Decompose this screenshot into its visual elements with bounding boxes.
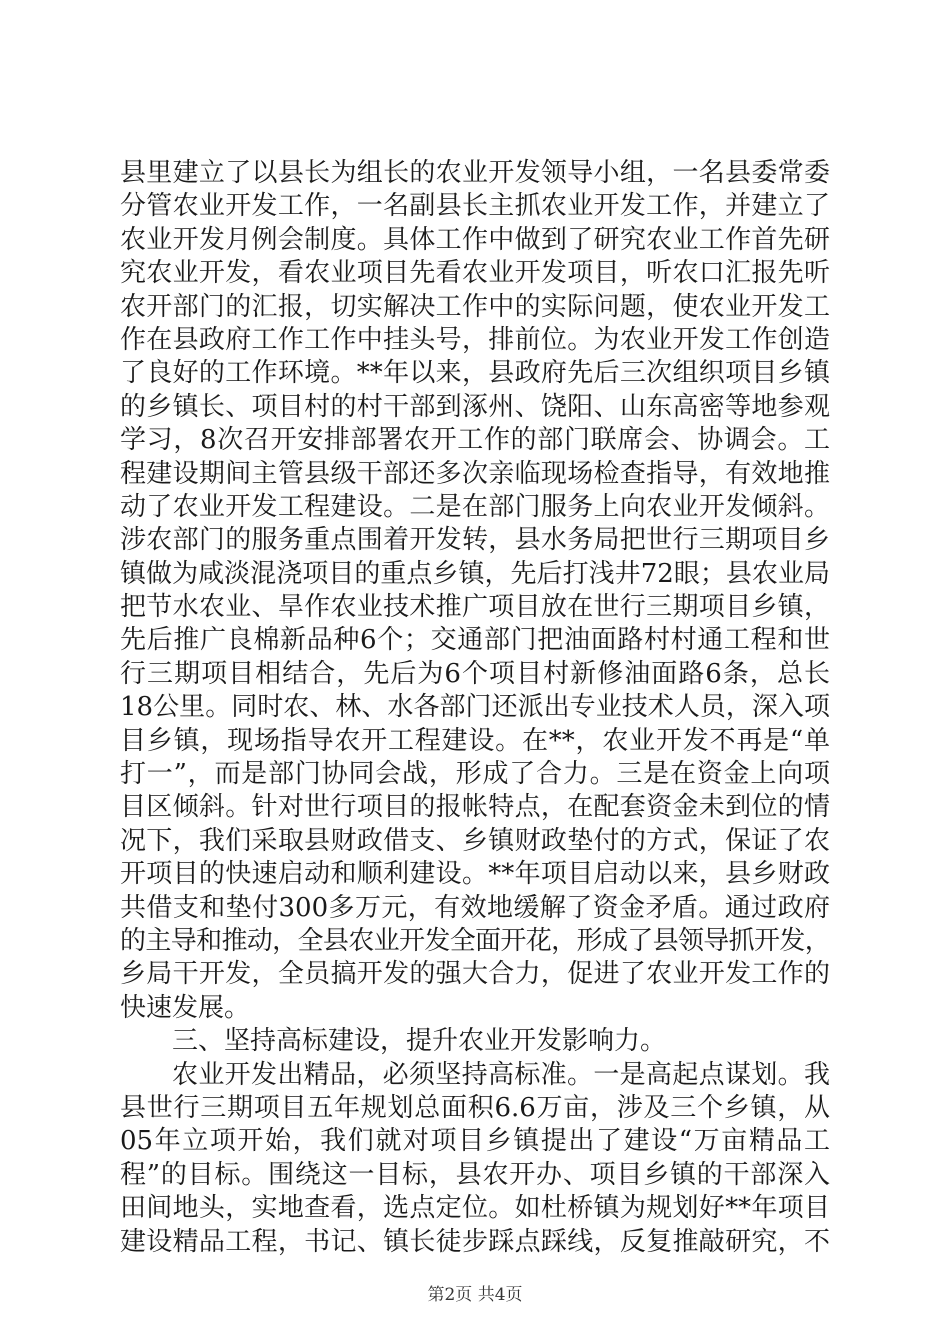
text-line: 究农业开发，看农业项目先看农业开发项目，听农口汇报先听 [120,258,830,289]
text-line: 了良好的工作环境。**年以来，县政府先后三次组织项目乡镇 [120,358,830,389]
text-line: 建设精品工程，书记、镇长徒步踩点踩线，反复推敲研究，不 [120,1226,830,1257]
text-line: 打一”，而是部门协同会战，形成了合力。三是在资金上向项 [120,759,830,790]
text-line: 乡局干开发，全员搞开发的强大合力，促进了农业开发工作的 [120,959,830,990]
text-line: 18公里。同时农、林、水各部门还派出专业技术人员，深入项 [120,692,830,723]
text-line: 共借支和垫付300多万元，有效地缓解了资金矛盾。通过政府 [120,892,830,923]
text-line: 行三期项目相结合，先后为6个项目村新修油面路6条，总长 [120,658,830,689]
text-line: 开项目的快速启动和顺利建设。**年项目启动以来，县乡财政 [120,859,830,890]
text-line: 先后推广良棉新品种6个；交通部门把油面路村村通工程和世 [120,625,830,656]
text-line: 田间地头，实地查看，选点定位。如杜桥镇为规划好**年项目 [120,1193,830,1224]
text-line: 涉农部门的服务重点围着开发转，县水务局把世行三期项目乡 [120,525,830,556]
text-line: 况下，我们采取县财政借支、乡镇财政垫付的方式，保证了农 [120,825,830,856]
text-line: 学习，8次召开安排部署农开工作的部门联席会、协调会。工 [120,425,830,456]
text-line: 分管农业开发工作，一名副县长主抓农业开发工作，并建立了 [120,191,830,222]
text-line: 05年立项开始，我们就对项目乡镇提出了建设“万亩精品工 [120,1126,830,1157]
text-line: 的主导和推动，全县农业开发全面开花，形成了县领导抓开发， [120,925,830,956]
text-line: 三、坚持高标建设，提升农业开发影响力。 [172,1026,667,1057]
text-line: 农开部门的汇报，切实解决工作中的实际问题，使农业开发工 [120,291,830,322]
page-footer: 第2页 共4页 [427,1285,523,1305]
text-line: 目乡镇，现场指导农开工程建设。在**，农业开发不再是“单 [120,725,830,756]
text-line: 程建设期间主管县级干部还多次亲临现场检查指导，有效地推 [120,458,830,489]
text-line: 的乡镇长、项目村的村干部到涿州、饶阳、山东高密等地参观 [120,391,830,422]
text-line: 目区倾斜。针对世行项目的报帐特点，在配套资金未到位的情 [120,792,830,823]
text-line: 快速发展。 [120,992,251,1023]
document-body [120,157,830,1259]
text-line: 作在县政府工作工作中挂头号，排前位。为农业开发工作创造 [120,324,830,355]
text-line: 程”的目标。围绕这一目标，县农开办、项目乡镇的干部深入 [120,1159,830,1190]
text-line: 农业开发出精品，必须坚持高标准。一是高起点谋划。我 [172,1059,830,1090]
text-line: 县世行三期项目五年规划总面积6.6万亩，涉及三个乡镇，从 [120,1092,830,1123]
text-line: 县里建立了以县长为组长的农业开发领导小组，一名县委常委 [120,158,830,188]
text-line: 农业开发月例会制度。具体工作中做到了研究农业工作首先研 [120,224,830,255]
text-line: 动了农业开发工程建设。二是在部门服务上向农业开发倾斜。 [120,491,830,522]
text-line: 镇做为咸淡混浇项目的重点乡镇，先后打浅井72眼；县农业局 [120,558,830,589]
text-line: 把节水农业、旱作农业技术推广项目放在世行三期项目乡镇， [120,592,830,623]
